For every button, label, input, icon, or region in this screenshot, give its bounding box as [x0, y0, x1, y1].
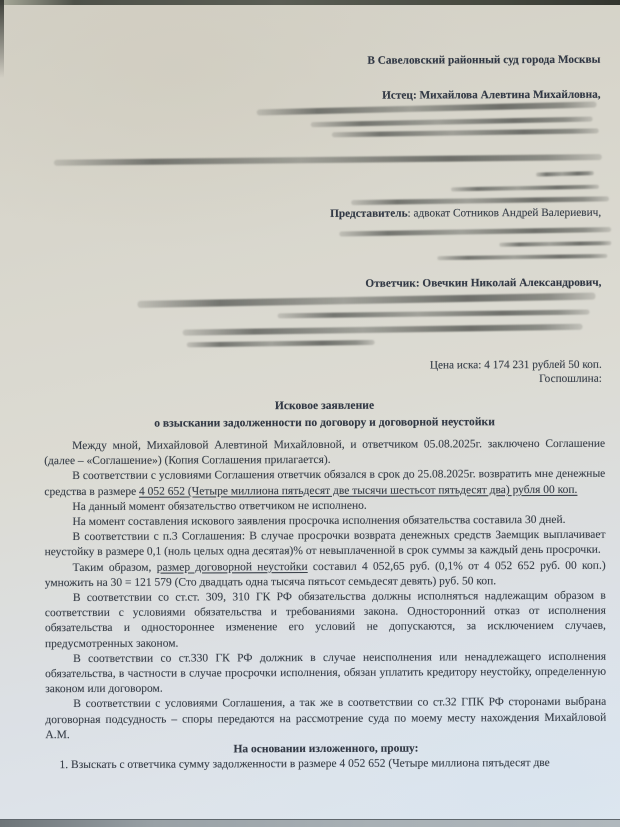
- paragraph-text: В соответствии с условиями Соглашения, а так же в соответствии со ст.32 ГПК РФ сторонами выбрана договорная подсудность – споры передаются на рассмотрение суда по моему месту нахождения Михайловой А.М.: [45, 696, 607, 742]
- title-line-1: Исковое заявление: [274, 398, 375, 413]
- photo-top-edge: [0, 0, 620, 5]
- title-line-2: о взыскании задолженности по договору и договорной неустойки: [154, 414, 495, 430]
- body-paragraph: [46, 756, 607, 774]
- redaction-stroke: [499, 241, 611, 247]
- paragraph-text: 1. Взыскать с ответчика сумму задолженности в размере 4 052 652 (Четыре миллиона пятьдесят две: [59, 757, 550, 772]
- paragraph-text: На данный момент обязательство ответчиком не исполнено.: [72, 499, 367, 513]
- representative-label: Представитель: [330, 207, 408, 220]
- underlined-text: размер договорной неустойки: [156, 560, 308, 574]
- paragraph-text: В соответствии с п.3 Соглашения: В случае просрочки возврата денежных средств Заемщик выплачивает неустойку в размере 0,1 (ноль целых одна десятая)% от невыплаченной в срок суммы за каждый день просрочки.: [44, 528, 606, 559]
- redaction-stroke: [183, 324, 583, 336]
- body-paragraph: [44, 437, 605, 470]
- paragraph-text: составил 4 052,65 руб. (0,1% от 4 052 652 руб. 00 коп.) умножить на 30 = 121 579 (Сто двадцать одна тысяча пятьсот семьдесят девять) руб. 50 коп.: [44, 559, 606, 589]
- redaction-stroke: [451, 185, 599, 192]
- paragraph-text: Между мной, Михайловой Алевтиной Михайловной, и ответчиком 05.08.2025г. заключено Соглашение (далее – «Соглашение») (Копия Соглашения прилагается).: [44, 437, 606, 468]
- paragraph-text: В соответствии со ст.330 ГК РФ должник в случае неисполнения или ненадлежащего исполнения обязательства, в частности в случае просрочки исполнения, обязан уплатить кредитору неустойку, определенную законом или договором.: [45, 650, 607, 696]
- body-paragraph: [45, 650, 606, 698]
- paragraph-text: На основании изложенного, прошу:: [233, 742, 419, 756]
- body-paragraph: [45, 589, 606, 652]
- document-body: [44, 397, 607, 774]
- document-title: [44, 397, 605, 432]
- paragraph-text: В соответствии со ст.ст. 309, 310 ГК РФ обязательства должны исполняться надлежащим образом в соответствии с условиями обязательства и требованиями закона. Односторонний отказ от исполнения обязательства и одностороннее изменение его условий не допускаются, за исключением случаев, предусмотренных законом.: [44, 589, 606, 650]
- redaction-stroke: [332, 128, 599, 137]
- photo-left-edge: [0, 0, 4, 78]
- redaction-stroke: [187, 340, 375, 347]
- redaction-stroke: [54, 154, 602, 166]
- court-name: В Савеловский районный суд города Москвы: [367, 53, 601, 67]
- paragraph-text: Таким образом,: [72, 561, 157, 574]
- redaction-stroke: [351, 196, 609, 205]
- redaction-stroke: [278, 310, 590, 319]
- redaction-stroke: [339, 227, 611, 237]
- defendant-line: Ответчик: Овечкин Николай Александрович,: [365, 276, 602, 290]
- body-paragraph: [45, 695, 606, 743]
- body-paragraph: [45, 558, 606, 591]
- state-fee-line: Госпошлина:: [539, 372, 602, 386]
- paragraph-text: В соответствии с условиями Соглашения ответчик обязался в срок до 25.08.2025г. возвратить мне денежные средства в размере: [44, 468, 606, 498]
- redaction-stroke: [137, 293, 595, 308]
- photo-bottom-edge: [0, 819, 620, 827]
- redaction-stroke: [257, 101, 597, 115]
- plaintiff-line: Истец: Михайлова Алевтина Михайловна,: [382, 88, 601, 102]
- redaction-stroke: [536, 171, 594, 176]
- paragraph-text: На момент составления искового заявления просрочка исполнения обязательства составила 30 дней.: [72, 513, 566, 529]
- representative-line: [330, 207, 601, 220]
- body-paragraph: [45, 528, 606, 561]
- representative-value: : адвокат Сотников Андрей Валериевич,: [407, 206, 602, 220]
- claim-price-line: Цена иска: 4 174 231 рублей 50 коп.: [429, 358, 602, 372]
- redaction-stroke: [437, 254, 607, 260]
- underlined-text: 4 052 652 (Четыре миллиона пятьдесят две тысячи шестьсот пятьдесят два) рубля 00 коп.: [139, 483, 578, 498]
- redaction-stroke: [311, 117, 593, 128]
- body-paragraph: [44, 467, 605, 500]
